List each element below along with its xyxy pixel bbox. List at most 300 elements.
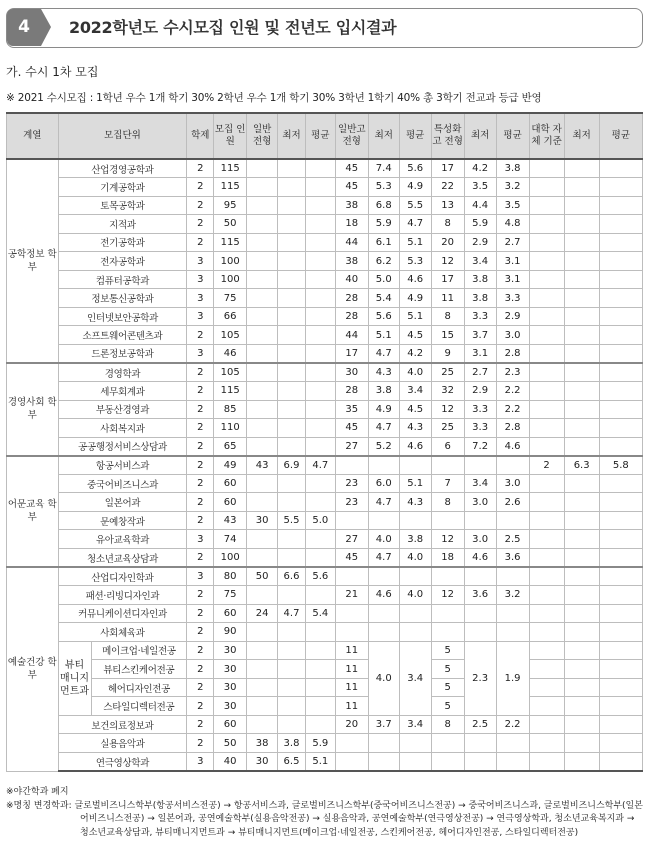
table-cell: 4.0 [368,530,399,549]
table-cell [564,715,599,734]
table-cell [247,530,278,549]
table-cell [278,382,306,401]
table-cell [278,215,306,234]
table-row [7,159,643,178]
table-cell [278,623,306,642]
table-cell: 50 [214,215,247,234]
col-header: 모집단위 [58,113,187,159]
table-cell: 17 [431,270,464,289]
table-cell [368,623,399,642]
table-cell [305,363,335,382]
table-cell [278,530,306,549]
table-row [7,344,643,363]
table-cell [464,604,496,623]
table-cell [529,270,564,289]
table-row [7,493,643,512]
table-cell [599,196,642,215]
table-cell: 100 [214,548,247,567]
table-cell: 30 [214,660,247,679]
table-cell [278,289,306,308]
table-cell [564,697,599,716]
table-cell [564,660,599,679]
table-cell: 74 [214,530,247,549]
table-cell [278,678,306,697]
table-cell: 3 [187,567,214,586]
unit-name: 경영학과 [58,363,187,382]
table-cell [529,437,564,456]
col-header: 최저 [278,113,306,159]
table-cell: 110 [214,419,247,438]
table-cell: 4.4 [464,196,496,215]
table-cell: 4.3 [368,363,399,382]
table-cell: 8 [431,493,464,512]
table-cell [496,734,529,753]
table-cell: 2 [187,548,214,567]
table-cell: 17 [431,159,464,178]
table-cell [247,363,278,382]
table-cell: 4.0 [368,641,399,715]
table-cell [247,715,278,734]
table-cell: 5.1 [368,326,399,345]
table-cell [564,419,599,438]
table-cell [529,196,564,215]
table-cell: 60 [214,715,247,734]
unit-name: 문예창작과 [58,511,187,530]
table-cell: 2 [187,697,214,716]
table-cell [599,604,642,623]
table-cell: 2.2 [496,715,529,734]
table-cell [247,289,278,308]
table-cell [564,623,599,642]
table-cell [278,715,306,734]
table-cell: 5.3 [399,252,431,271]
table-cell [399,734,431,753]
table-cell: 11 [335,678,368,697]
col-header: 대학 자체 기준 [529,113,564,159]
table-cell: 6.2 [368,252,399,271]
table-cell: 6.0 [368,474,399,493]
section-header [6,8,643,48]
table-cell [368,734,399,753]
table-cell: 25 [431,363,464,382]
col-header: 모집 인원 [214,113,247,159]
table-cell: 3.7 [464,326,496,345]
table-row [7,252,643,271]
division-name: 공학정보 학부 [7,159,59,363]
table-cell: 4.7 [368,548,399,567]
table-cell [564,753,599,772]
unit-name: 연극영상학과 [58,753,187,772]
table-cell [305,307,335,326]
table-cell [278,344,306,363]
table-cell [305,623,335,642]
table-cell: 2 [187,511,214,530]
table-cell: 4.2 [464,159,496,178]
table-cell [464,623,496,642]
unit-name: 산업경영공학과 [58,159,187,178]
table-cell [368,604,399,623]
table-cell: 3.2 [496,586,529,605]
table-cell [399,623,431,642]
table-cell: 4.5 [399,400,431,419]
table-row [7,548,643,567]
table-cell [599,697,642,716]
table-cell: 32 [431,382,464,401]
table-row [7,326,643,345]
top-note: ※ 2021 수시모집 : 1학년 우수 1개 학기 30% 2학년 우수 1개 학기 30% 3학년 1학기 40% 총 3학기 전교과 등급 반영 [6,92,542,104]
col-header: 최저 [564,113,599,159]
table-cell: 100 [214,252,247,271]
table-cell [305,530,335,549]
table-cell: 60 [214,604,247,623]
table-cell [278,548,306,567]
unit-name: 인터넷보안공학과 [58,307,187,326]
table-cell: 2 [187,400,214,419]
unit-name: 공공행정서비스상담과 [58,437,187,456]
table-cell [529,326,564,345]
table-cell: 4.6 [496,437,529,456]
table-cell: 3.5 [464,178,496,197]
table-cell [278,270,306,289]
table-cell [599,215,642,234]
table-cell: 115 [214,178,247,197]
table-cell: 3.6 [464,586,496,605]
table-cell: 8 [431,215,464,234]
table-cell: 2.9 [464,382,496,401]
table-cell [529,678,564,697]
table-cell: 43 [247,456,278,475]
table-cell: 28 [335,307,368,326]
table-cell: 6.5 [278,753,306,772]
unit-name: 정보통신공학과 [58,289,187,308]
table-cell: 12 [431,586,464,605]
table-cell [305,178,335,197]
table-cell [278,641,306,660]
table-cell: 60 [214,474,247,493]
table-cell [496,753,529,772]
table-cell [564,641,599,660]
table-row [7,715,643,734]
table-cell [529,215,564,234]
table-cell: 3.2 [496,178,529,197]
table-row [7,697,643,716]
table-cell: 2 [187,437,214,456]
table-cell [305,715,335,734]
table-cell [529,641,564,660]
table-cell: 4.3 [399,419,431,438]
table-cell: 3.3 [464,307,496,326]
footnote-renamed: ※명칭 변경학과: 글로벌비즈니스학부(항공서비스전공) → 항공서비스과, 글로벌비즈니스학부(중국어비즈니스전공) → 중국어비즈니스과, 글로벌비즈니스학부(일본어비즈니스전공) → 일본어과, 공연예술학부(실용음악전공) → 실용음악과, 공연예술학부(연극영상전공) → 연극영상학과, 청소년교육복지과 → 청소년교육상담과, 뷰티매니지먼트과 → 뷰티매니지먼트(메이크업·네일전공, 스킨케어전공, 헤어디자인전공, 스타일디렉터전공) [6,800,643,838]
table-cell: 50 [247,567,278,586]
table-cell: 17 [335,344,368,363]
table-cell: 2.2 [496,382,529,401]
unit-name: 일본어과 [58,493,187,512]
table-cell [564,678,599,697]
division-name: 경영사회 학부 [7,363,59,456]
table-cell: 3.1 [496,252,529,271]
table-cell: 40 [335,270,368,289]
table-cell [599,400,642,419]
table-cell: 18 [431,548,464,567]
table-cell [496,456,529,475]
table-cell: 4.8 [496,215,529,234]
unit-name: 기계공학과 [58,178,187,197]
table-cell: 85 [214,400,247,419]
table-cell [305,252,335,271]
table-cell [599,660,642,679]
table-cell: 11 [335,641,368,660]
unit-name: 드론정보공학과 [58,344,187,363]
table-cell: 40 [214,753,247,772]
table-cell: 30 [214,641,247,660]
table-cell: 28 [335,289,368,308]
table-cell [564,567,599,586]
table-cell [247,678,278,697]
table-cell: 11 [431,289,464,308]
unit-name: 패션·리빙디자인과 [58,586,187,605]
table-cell [599,307,642,326]
table-cell [564,270,599,289]
table-cell [599,344,642,363]
table-cell: 5.1 [399,474,431,493]
table-row [7,734,643,753]
table-cell [335,511,368,530]
table-cell: 23 [335,493,368,512]
table-cell [599,715,642,734]
table-cell: 4.9 [399,178,431,197]
table-cell [305,159,335,178]
beauty-management-dept: 뷰티 매니지 먼트과 [58,641,91,715]
table-cell: 3.8 [464,270,496,289]
table-cell: 2 [187,586,214,605]
table-cell [431,567,464,586]
table-cell [305,326,335,345]
table-cell [305,196,335,215]
table-row [7,604,643,623]
table-row [7,641,643,660]
col-header: 최저 [464,113,496,159]
table-cell [335,623,368,642]
table-row [7,660,643,679]
table-cell [305,697,335,716]
division-name: 어문교육 학부 [7,456,59,567]
table-cell [529,734,564,753]
table-cell: 3.6 [496,548,529,567]
table-cell: 44 [335,233,368,252]
table-cell: 20 [335,715,368,734]
table-cell [247,697,278,716]
table-row [7,530,643,549]
table-cell [247,493,278,512]
table-cell [278,660,306,679]
table-cell [464,734,496,753]
table-cell [305,641,335,660]
table-cell: 2 [187,678,214,697]
unit-name: 소프트웨어콘텐츠과 [58,326,187,345]
table-row [7,289,643,308]
unit-name: 부동산경영과 [58,400,187,419]
table-cell: 2.7 [464,363,496,382]
table-row [7,307,643,326]
table-cell: 20 [431,233,464,252]
table-row [7,567,643,586]
table-cell [247,660,278,679]
table-cell: 3.8 [368,382,399,401]
table-cell: 2.3 [464,641,496,715]
unit-name: 사회복지과 [58,419,187,438]
table-cell: 3 [187,344,214,363]
table-cell: 4.9 [399,289,431,308]
table-cell [247,270,278,289]
table-cell [599,252,642,271]
table-cell [278,400,306,419]
table-row [7,437,643,456]
table-cell [247,215,278,234]
table-cell [564,196,599,215]
table-row [7,196,643,215]
table-cell: 6.9 [278,456,306,475]
table-cell [564,159,599,178]
table-cell: 4.6 [399,437,431,456]
table-cell [529,586,564,605]
table-cell [368,456,399,475]
table-cell [564,511,599,530]
table-cell: 24 [247,604,278,623]
division-name: 예술건강 학부 [7,567,59,771]
table-cell [599,734,642,753]
major-name: 헤어디자인전공 [91,678,187,697]
table-cell: 30 [214,697,247,716]
table-cell: 66 [214,307,247,326]
table-cell: 4.0 [399,586,431,605]
table-cell: 5.9 [464,215,496,234]
table-cell [599,753,642,772]
table-cell: 6.1 [368,233,399,252]
table-cell: 115 [214,382,247,401]
table-row [7,586,643,605]
table-cell [529,604,564,623]
table-cell: 30 [247,753,278,772]
unit-name: 보건의료정보과 [58,715,187,734]
col-header: 최저 [368,113,399,159]
table-cell: 45 [335,548,368,567]
table-cell: 2 [529,456,564,475]
table-cell [431,734,464,753]
table-cell [247,474,278,493]
table-cell [599,474,642,493]
table-cell: 3.8 [278,734,306,753]
table-cell [564,178,599,197]
table-cell: 3.8 [399,530,431,549]
col-header: 평균 [599,113,642,159]
table-cell: 3.1 [496,270,529,289]
footnote-line: ※야간학과 폐지 [6,787,69,797]
table-row [7,400,643,419]
table-cell [368,567,399,586]
table-cell: 2 [187,233,214,252]
unit-name: 항공서비스과 [58,456,187,475]
table-cell: 5 [431,678,464,697]
table-cell [335,734,368,753]
table-cell [599,363,642,382]
table-cell [599,270,642,289]
table-cell: 15 [431,326,464,345]
table-cell: 115 [214,233,247,252]
col-header: 일반 전형 [247,113,278,159]
table-cell: 3.4 [399,715,431,734]
table-cell: 6.3 [564,456,599,475]
table-cell [278,178,306,197]
table-cell: 3.0 [496,474,529,493]
table-cell: 3.8 [464,289,496,308]
table-cell: 2.7 [496,233,529,252]
table-cell: 4.7 [305,456,335,475]
table-cell [278,586,306,605]
table-cell [564,252,599,271]
table-cell [564,474,599,493]
table-cell: 75 [214,586,247,605]
col-header: 특성화고 전형 [431,113,464,159]
table-cell: 46 [214,344,247,363]
table-row [7,678,643,697]
table-cell: 3.3 [464,400,496,419]
table-cell: 2 [187,660,214,679]
table-cell: 2.8 [496,344,529,363]
table-cell [247,623,278,642]
table-cell [278,196,306,215]
table-cell [564,604,599,623]
table-cell [431,753,464,772]
table-row [7,178,643,197]
table-cell [599,641,642,660]
table-cell [496,511,529,530]
table-cell [305,344,335,363]
table-row [7,419,643,438]
table-cell: 2.6 [496,493,529,512]
table-cell: 2.9 [464,233,496,252]
table-cell [529,493,564,512]
table-cell [529,233,564,252]
table-cell [529,660,564,679]
table-cell [564,493,599,512]
table-cell: 5.2 [368,437,399,456]
table-cell [247,437,278,456]
table-cell [431,604,464,623]
table-cell [529,530,564,549]
table-cell: 6 [431,437,464,456]
table-cell [278,252,306,271]
table-cell: 2 [187,734,214,753]
table-cell [599,678,642,697]
table-cell [496,604,529,623]
table-cell: 2 [187,178,214,197]
table-cell [564,289,599,308]
table-cell [599,382,642,401]
table-cell: 100 [214,270,247,289]
table-cell [247,252,278,271]
table-cell [599,326,642,345]
table-cell: 5.5 [278,511,306,530]
table-cell: 30 [335,363,368,382]
table-cell: 6.8 [368,196,399,215]
table-cell: 1.9 [496,641,529,715]
table-cell: 28 [335,382,368,401]
unit-name: 청소년교육상담과 [58,548,187,567]
table-cell [247,419,278,438]
table-cell [529,289,564,308]
table-cell [529,697,564,716]
table-cell: 5.3 [368,178,399,197]
